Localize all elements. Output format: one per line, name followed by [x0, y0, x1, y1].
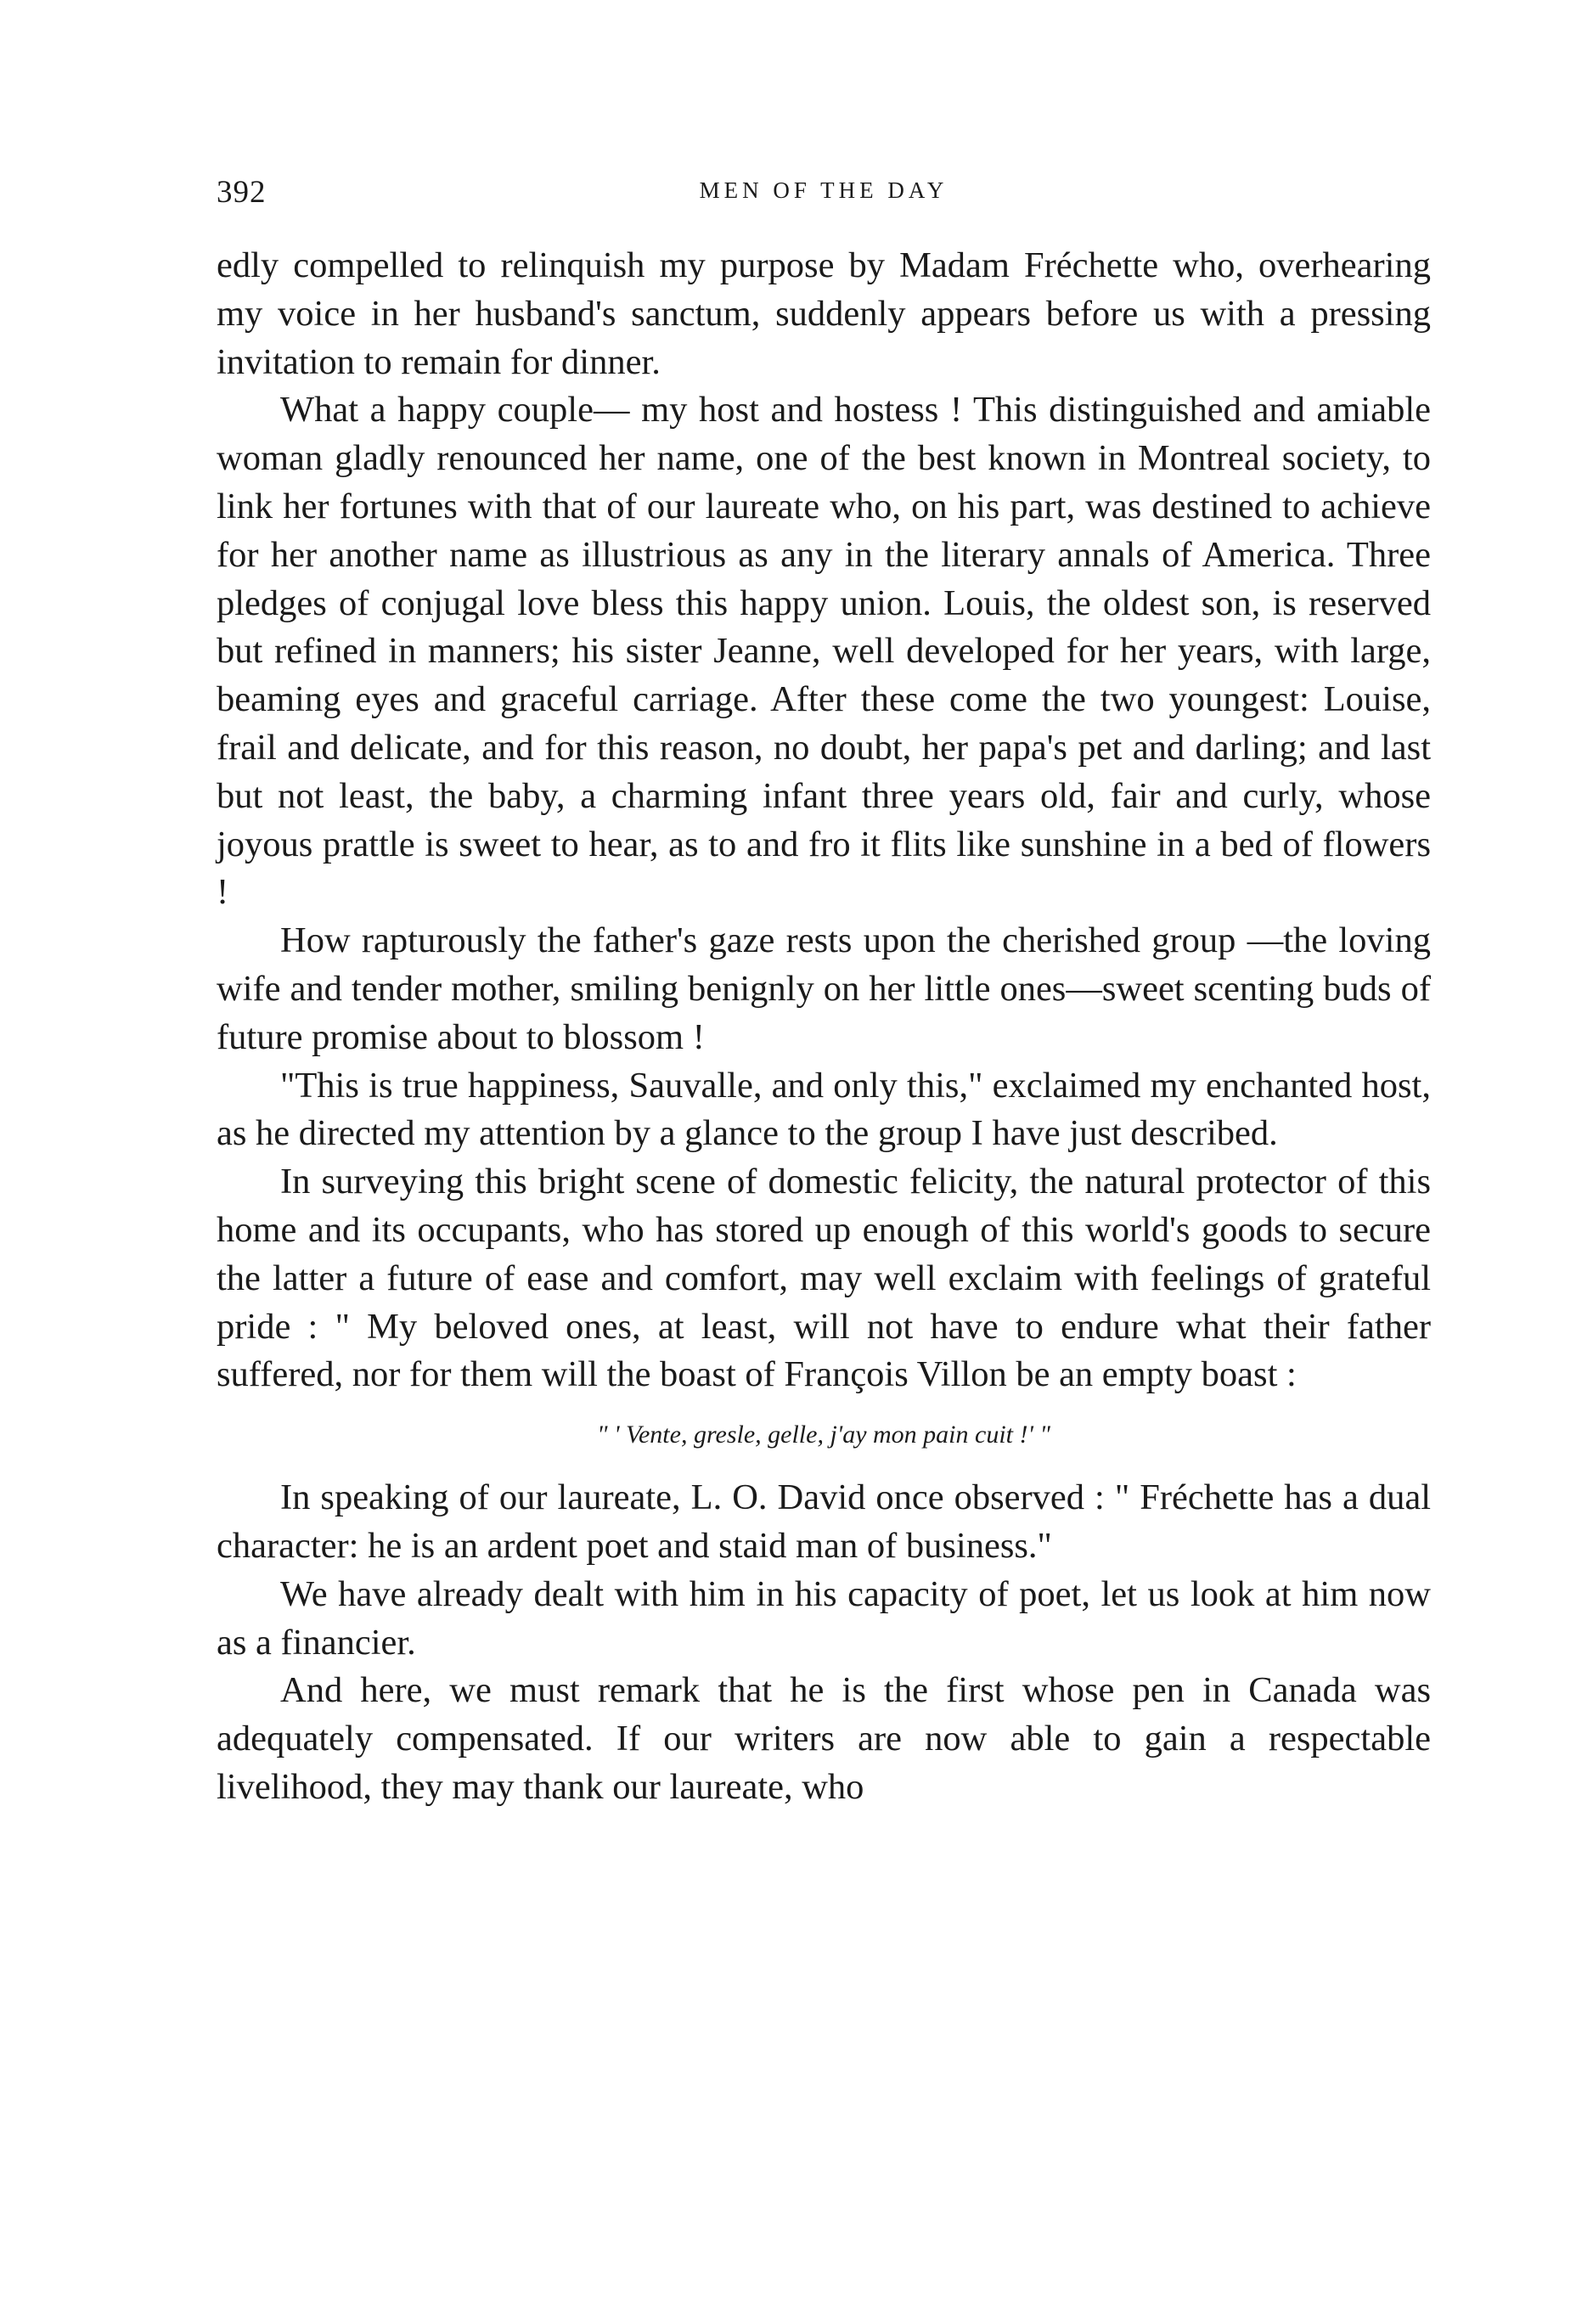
paragraph: What a happy couple— my host and hostess ! This distinguished and amiable woman gladly renounced her name, one of the best known in Montreal society, to link her fortunes with that of our laureate who, on his part, was destined to achieve for her another name as illustrious as any in the literary annals of America. Three pledges of conjugal love bless this happy union. Louis, the oldest son, is reserved but refined in manners; his sister Jeanne, well developed for her years, with large, beaming eyes and graceful carriage. After these come the two youngest: Louise, frail and delicate, and for this reason, no doubt, her papa's pet and darling; and last but not least, the baby, a charming infant three years old, fair and curly, whose joyous prattle is sweet to hear, as to and fro it flits like sunshine in a bed of flowers ! — [217, 390, 1431, 913]
paragraph: "This is true happiness, Sauvalle, and only this," exclaimed my enchanted host, as he directed my attention by a glance to the group I have just described. — [217, 1065, 1431, 1154]
verse-quote: " ' Vente, gresle, gelle, j'ay mon pain cuit !' " — [596, 1421, 1051, 1449]
body-text — [217, 242, 1431, 1812]
paragraph: We have already dealt with him in his capacity of poet, let us look at him now as a financier. — [217, 1573, 1431, 1663]
running-head — [217, 174, 1431, 217]
paragraph: And here, we must remark that he is the first whose pen in Canada was adequately compensated. If our writers are now able to gain a respectable livelihood, they may thank our laureate, who — [217, 1670, 1431, 1807]
running-title: MEN OF THE DAY — [699, 177, 948, 203]
paragraph: edly compelled to relinquish my purpose by Madam Fréchette who, overhearing my voice in her husband's sanctum, suddenly appears before us with a pressing invitation to remain for dinner. — [217, 245, 1431, 382]
paragraph: In speaking of our laureate, L. O. David once observed : " Fréchette has a dual character: he is an ardent poet and staid man of business." — [217, 1477, 1431, 1566]
page-number: 392 — [217, 175, 267, 210]
paragraph: How rapturously the father's gaze rests upon the cherished group —the loving wife and tender mother, smiling benignly on her little ones—sweet scenting buds of future promise about to blossom ! — [217, 920, 1431, 1057]
paragraph: In surveying this bright scene of domestic felicity, the natural protector of this home and its occupants, who has stored up enough of this world's goods to secure the latter a future of ease and comfort, may well exclaim with feelings of grateful pride : " My beloved ones, at least, will not have to endure what their father suffered, nor for them will the boast of François Villon be an empty boast : — [217, 1162, 1431, 1395]
